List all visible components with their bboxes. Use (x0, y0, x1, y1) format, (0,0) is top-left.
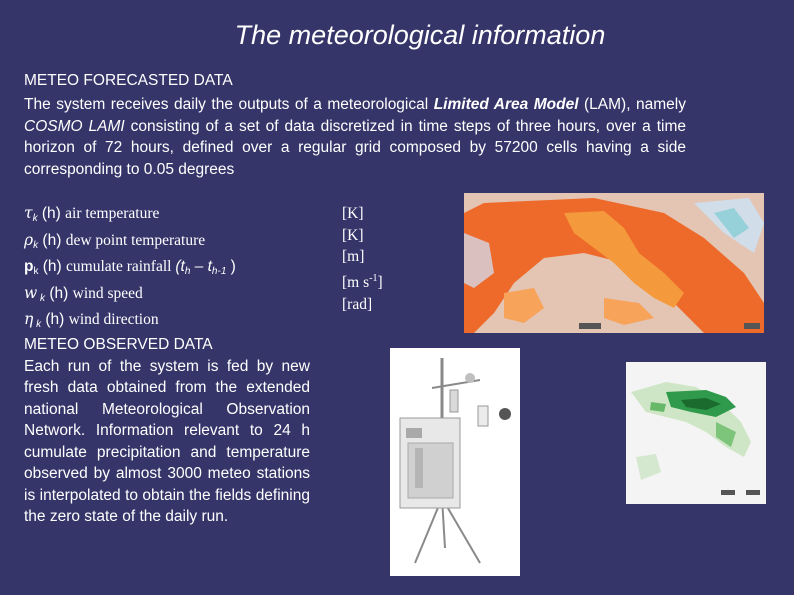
variable-row-rainfall (24, 256, 236, 283)
var-desc: cumulate rainfall (66, 258, 172, 276)
var-arg: (h) (41, 311, 69, 329)
var-sub: k (33, 239, 39, 251)
variable-row-wind-speed (24, 283, 236, 310)
temperature-map-image (464, 193, 764, 333)
interval-open: (t (175, 258, 185, 276)
forecast-paragraph (24, 94, 686, 180)
unit-base: [m s (342, 273, 370, 291)
interval-mid: – t (190, 258, 212, 276)
variable-row-air-temperature (24, 203, 236, 230)
forecast-text-3: consisting of a set of data discretized in time steps of three hours, over a time horizon of 72 hours, defined over a regular grid composed by 57200 cells having a side corresponding to 0.05 degrees (24, 117, 686, 178)
var-desc: wind direction (68, 311, 159, 329)
observed-heading: METEO OBSERVED DATA (24, 336, 213, 353)
unit-air-temperature: [K] (342, 205, 364, 222)
var-sub: k (33, 319, 42, 331)
unit-list (342, 203, 383, 315)
unit-dew-point: [K] (342, 226, 364, 244)
interval-close: ) (226, 258, 236, 276)
var-symbol: ρ (24, 230, 34, 249)
var-desc: wind speed (72, 284, 143, 302)
model-impl: COSMO LAMI (24, 117, 125, 135)
var-arg: (h) (38, 231, 66, 249)
var-symbol: η (24, 310, 34, 329)
var-arg: (h) (37, 205, 66, 222)
page-title: The meteorological information (234, 20, 606, 50)
var-sub: k (33, 266, 39, 278)
model-name: Limited Area Model (433, 96, 579, 113)
interval-sub: h (184, 266, 191, 278)
forecast-heading: METEO FORECASTED DATA (24, 72, 233, 89)
var-symbol: τ (24, 204, 33, 222)
var-desc: dew point temperature (65, 231, 206, 249)
observed-section (24, 334, 310, 528)
interval-sub: h-1 (211, 266, 227, 278)
var-arg: (h) (38, 258, 67, 276)
var-sub: k (37, 292, 46, 304)
var-arg: (h) (45, 284, 73, 302)
var-symbol: w (24, 283, 38, 302)
observed-text: Each run of the system is fed by new fresh data obtained from the extended national Meteorological Observation Network. Information relevant to 24 h cumulate precipitation and temperature observed by almost 3000 meteo stations is interpolated to obtain the fields defining the zero state of the daily run. (24, 357, 310, 525)
variable-list (24, 203, 236, 336)
var-sub: k (32, 213, 38, 224)
unit-wind-direction: [rad] (342, 295, 373, 313)
unit-wind-speed (342, 268, 383, 294)
precipitation-map-image (626, 362, 766, 504)
var-symbol: p (24, 258, 34, 276)
forecast-text-2: (LAM), namely (578, 96, 686, 113)
forecast-text-1: The system receives daily the outputs of a meteorological (24, 96, 434, 113)
var-desc: air temperature (65, 205, 160, 222)
unit-sup: -1 (369, 272, 378, 284)
variable-row-wind-direction (24, 309, 236, 336)
unit-rainfall: [m] (342, 248, 365, 266)
unit-end: ] (377, 273, 383, 291)
variable-row-dew-point (24, 230, 236, 257)
weather-station-image (390, 348, 520, 576)
